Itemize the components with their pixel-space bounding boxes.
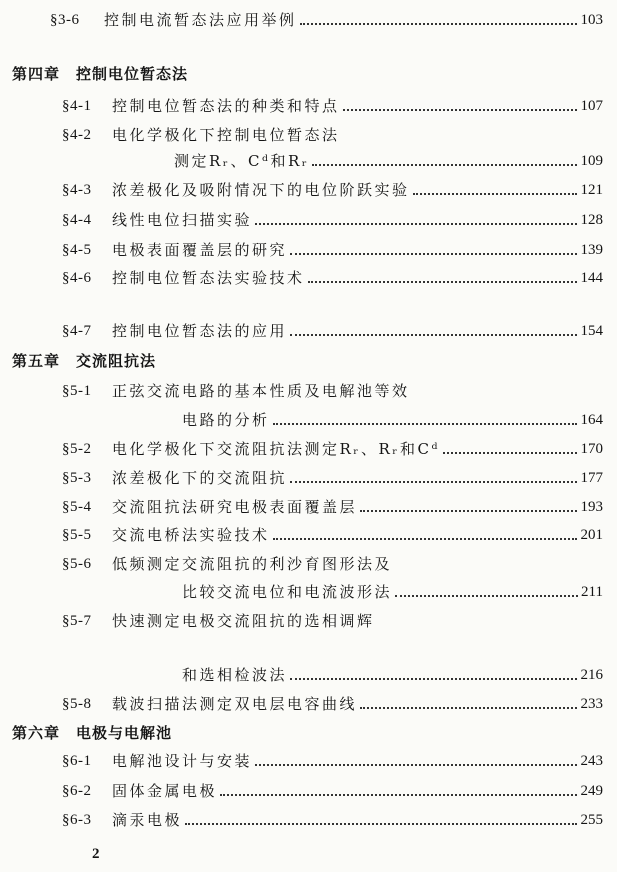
entry-title-continuation: 比较交流电位和电流波形法	[182, 583, 393, 601]
dot-leader	[443, 452, 577, 454]
section-number: §6-3	[62, 812, 92, 828]
toc-entry	[0, 179, 617, 201]
toc-entry	[0, 409, 617, 431]
entry-title: 交流阻抗法研究电极表面覆盖层	[112, 498, 358, 516]
toc-entry	[0, 209, 617, 231]
section-number: §4-1	[62, 98, 92, 114]
page-ref: 249	[580, 783, 603, 799]
entry-title: 控制电位暂态法实验技术	[112, 269, 305, 287]
section-number: §5-1	[62, 383, 92, 399]
section-number: §5-4	[62, 499, 92, 515]
toc-entry	[0, 320, 617, 342]
dot-leader	[308, 281, 577, 283]
dot-leader	[300, 23, 577, 25]
entry-title: 电解池设计与安装	[112, 752, 253, 770]
entry-title: 正弦交流电路的基本性质及电解池等效	[112, 382, 410, 400]
toc-entry	[0, 780, 617, 802]
chapter-label: 第四章	[12, 65, 61, 83]
chapter-heading	[12, 63, 188, 85]
dot-leader	[273, 538, 577, 540]
dot-leader	[273, 423, 577, 425]
toc-entry	[0, 124, 617, 146]
dot-leader	[255, 764, 577, 766]
section-number: §4-6	[62, 270, 92, 286]
section-number: §4-7	[62, 323, 92, 339]
entry-title: 低频测定交流阻抗的利沙育图形法及	[112, 555, 393, 573]
chapter-heading	[12, 722, 172, 744]
toc-entry	[0, 438, 617, 460]
toc-entry	[0, 664, 617, 686]
toc-entry	[0, 267, 617, 289]
page-ref: 154	[580, 323, 603, 339]
section-number: §3-6	[50, 12, 80, 28]
section-number: §5-8	[62, 696, 92, 712]
chapter-title: 电极与电解池	[76, 724, 173, 742]
page-ref: 164	[580, 412, 603, 428]
toc-entry	[0, 496, 617, 518]
entry-title: 电化学极化下交流阻抗法测定Rᵣ、Rᵣ和Cᵈ	[112, 440, 440, 458]
section-number: §4-5	[62, 242, 92, 258]
section-number: §4-2	[62, 127, 92, 143]
entry-title: 电化学极化下控制电位暂态法	[112, 126, 340, 144]
entry-title: 交流电桥法实验技术	[112, 526, 270, 544]
chapter-label: 第六章	[12, 724, 61, 742]
toc-entry	[0, 95, 617, 117]
toc-entry	[0, 239, 617, 261]
entry-title: 快速测定电极交流阻抗的选相调辉	[112, 612, 375, 630]
section-number: §5-5	[62, 527, 92, 543]
dot-leader	[290, 481, 577, 483]
toc-entry	[0, 750, 617, 772]
page-ref: 103	[580, 12, 603, 28]
chapter-label: 第五章	[12, 352, 61, 370]
toc-entry	[0, 693, 617, 715]
section-number: §5-2	[62, 441, 92, 457]
chapter-heading	[12, 350, 156, 372]
entry-title: 载波扫描法测定双电层电容曲线	[112, 695, 358, 713]
page-ref: 193	[580, 499, 603, 515]
dot-leader	[343, 109, 577, 111]
dot-leader	[220, 794, 577, 796]
page-ref: 170	[580, 441, 603, 457]
dot-leader	[290, 253, 577, 255]
section-number: §4-3	[62, 182, 92, 198]
page-ref: 109	[580, 153, 603, 169]
toc-entry	[0, 553, 617, 575]
entry-title: 控制电位暂态法的种类和特点	[112, 97, 340, 115]
dot-leader	[360, 510, 577, 512]
dot-leader	[395, 595, 578, 597]
section-number: §6-1	[62, 753, 92, 769]
page-ref: 144	[580, 270, 603, 286]
dot-leader	[312, 164, 577, 166]
entry-title-continuation: 测定Rᵣ、Cᵈ和Rᵣ	[174, 152, 310, 170]
dot-leader	[290, 334, 577, 336]
toc-entry	[0, 524, 617, 546]
entry-title-continuation: 电路的分析	[182, 411, 270, 429]
section-number: §5-7	[62, 613, 92, 629]
toc-entry	[0, 9, 617, 31]
entry-title: 滴汞电极	[112, 811, 183, 829]
section-number: §5-6	[62, 556, 92, 572]
entry-title: 固体金属电极	[112, 782, 218, 800]
entry-title-continuation: 和选相检波法	[182, 666, 288, 684]
toc-entry	[0, 380, 617, 402]
entry-title: 控制电位暂态法的应用	[112, 322, 288, 340]
toc-entry	[0, 809, 617, 831]
entry-title: 浓差极化下的交流阻抗	[112, 469, 288, 487]
chapter-title: 交流阻抗法	[76, 352, 157, 370]
section-number: §6-2	[62, 783, 92, 799]
toc-entry	[0, 610, 617, 632]
section-number: §4-4	[62, 212, 92, 228]
entry-title: 浓差极化及吸附情况下的电位阶跃实验	[112, 181, 410, 199]
page-number: 2	[92, 846, 100, 862]
page-ref: 139	[580, 242, 603, 258]
entry-title: 电极表面覆盖层的研究	[112, 241, 288, 259]
dot-leader	[185, 823, 577, 825]
page-ref: 121	[580, 182, 603, 198]
toc-entry	[0, 467, 617, 489]
dot-leader	[360, 707, 577, 709]
toc-entry	[0, 150, 617, 172]
page-ref: 216	[580, 667, 603, 683]
page-ref: 243	[580, 753, 603, 769]
page-ref: 177	[580, 470, 603, 486]
page-ref: 211	[581, 584, 603, 600]
page-ref: 201	[580, 527, 603, 543]
toc-entry	[0, 581, 617, 603]
section-number: §5-3	[62, 470, 92, 486]
dot-leader	[255, 223, 577, 225]
page-ref: 128	[580, 212, 603, 228]
chapter-title: 控制电位暂态法	[76, 65, 189, 83]
entry-title: 控制电流暂态法应用举例	[104, 11, 297, 29]
dot-leader	[413, 193, 577, 195]
page-ref: 233	[580, 696, 603, 712]
page-ref: 107	[580, 98, 603, 114]
page-ref: 255	[580, 812, 603, 828]
dot-leader	[290, 678, 577, 680]
entry-title: 线性电位扫描实验	[112, 211, 253, 229]
